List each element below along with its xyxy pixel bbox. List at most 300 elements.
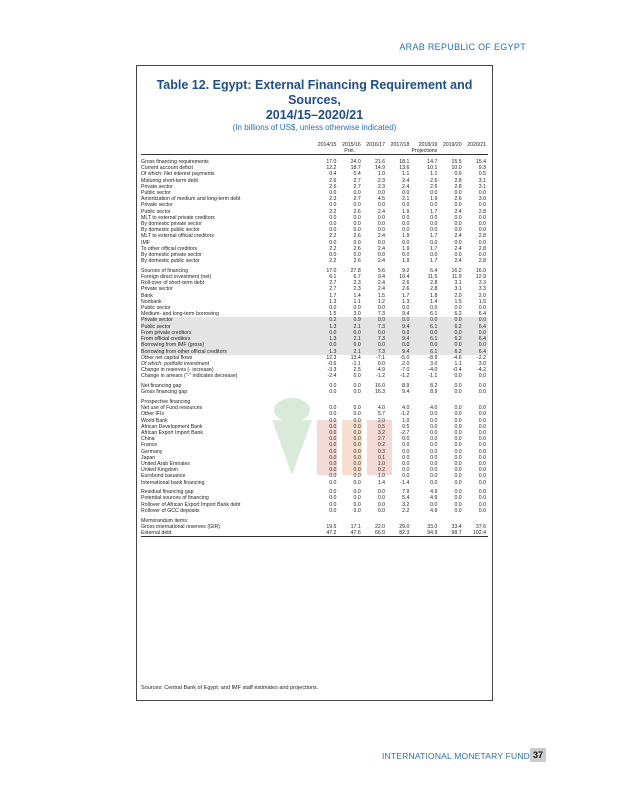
table-cell: 27.8 bbox=[350, 267, 361, 274]
table-cell: 2.4 bbox=[402, 177, 410, 184]
table-cell: 0.0 bbox=[454, 507, 462, 514]
table-cell: 1.9 bbox=[402, 245, 410, 252]
table-cell: 2.6 bbox=[454, 196, 462, 203]
table-cell: 5.7 bbox=[377, 411, 386, 418]
table-cell: 0.2 bbox=[377, 442, 386, 449]
table-cell: 2.6 bbox=[353, 208, 361, 215]
table-cell: 0.0 bbox=[329, 479, 337, 486]
table-cell: 0.0 bbox=[353, 429, 361, 436]
table-cell: 10.1 bbox=[427, 165, 438, 172]
table-cell: 0.0 bbox=[454, 495, 462, 502]
table-cell: 0.0 bbox=[454, 214, 462, 221]
table-cell: 5.6 bbox=[377, 267, 386, 274]
table-cell: 0.9 bbox=[353, 317, 361, 324]
table-cell: 47.6 bbox=[338, 530, 362, 537]
table-cell: 0.0 bbox=[329, 417, 337, 424]
table-cell: 0.0 bbox=[430, 227, 438, 234]
table-cell: 0.0 bbox=[329, 383, 337, 390]
table-cell: 0.0 bbox=[478, 405, 486, 412]
table-cell: -5.0 bbox=[400, 354, 410, 361]
table-cell: 6.1 bbox=[430, 323, 438, 330]
table-cell: 9.3 bbox=[478, 165, 486, 172]
table-cell: 18.7 bbox=[350, 165, 361, 172]
table-cell: 0.0 bbox=[454, 454, 462, 461]
table-cell: 8.2 bbox=[430, 383, 438, 390]
table-cell: 12.2 bbox=[326, 165, 337, 172]
table-cell: 0.0 bbox=[329, 473, 337, 480]
table-cell: -1.1 bbox=[351, 360, 361, 367]
table-cell: 2.1 bbox=[353, 348, 361, 355]
table-cell: 0.0 bbox=[454, 317, 462, 324]
table-cell: 0.0 bbox=[377, 239, 386, 246]
table-cell: 1.9 bbox=[402, 208, 410, 215]
table-cell: 0.0 bbox=[402, 454, 410, 461]
table-cell: 0.0 bbox=[377, 202, 386, 209]
table-cell: 0.0 bbox=[377, 342, 386, 349]
table-cell: 0.0 bbox=[478, 501, 486, 508]
table-cell: 2.7 bbox=[329, 286, 337, 293]
table-cell: 1.5 bbox=[454, 298, 462, 305]
table-cell: 4.9 bbox=[430, 489, 438, 496]
table-cell: 4.9 bbox=[430, 495, 438, 502]
table-cell: 7.3 bbox=[377, 336, 386, 343]
table-cell: 98.7 bbox=[439, 530, 463, 537]
table-cell: 0.0 bbox=[430, 467, 438, 474]
row-label: Rollover of African Export Import Bank debt bbox=[141, 501, 241, 508]
row-label: Private sector bbox=[141, 317, 173, 324]
table-cell: 16.0 bbox=[475, 267, 486, 274]
table-cell: 8.9 bbox=[430, 389, 438, 396]
row-label: By domestic public sector bbox=[141, 227, 200, 234]
table-cell: 0.4 bbox=[353, 171, 361, 178]
table-cell: 3.1 bbox=[478, 183, 486, 190]
table-cell: -2.2 bbox=[477, 354, 486, 361]
table-cell: 0.0 bbox=[478, 479, 486, 486]
row-label: Prospective financing bbox=[141, 398, 191, 405]
table-cell: 0.0 bbox=[478, 495, 486, 502]
table-cell: 0.0 bbox=[353, 479, 361, 486]
row-label: World Bank bbox=[141, 417, 168, 424]
table-cell: 0.0 bbox=[478, 389, 486, 396]
table-cell: 0.6 bbox=[454, 171, 462, 178]
table-cell: 2.2 bbox=[329, 245, 337, 252]
table-cell: 1.7 bbox=[402, 292, 410, 299]
table-cell: 3.0 bbox=[353, 311, 361, 318]
table-cell: -0.4 bbox=[452, 367, 462, 374]
table-cell: 0.0 bbox=[478, 442, 486, 449]
row-label: Eurobond issuance bbox=[141, 473, 186, 480]
table-cell: 2.3 bbox=[353, 280, 361, 287]
table-cell: 0.0 bbox=[430, 454, 438, 461]
row-label: MLT to external private creditors bbox=[141, 214, 215, 221]
table-cell: 6.7 bbox=[353, 274, 361, 281]
row-label: From official creditors bbox=[141, 336, 191, 343]
row-label: Public sector bbox=[141, 305, 171, 312]
table-cell: 0.0 bbox=[329, 507, 337, 514]
column-header: 2020/21 bbox=[467, 142, 486, 148]
table-cell: 0.0 bbox=[353, 383, 361, 390]
table-cell: 0.0 bbox=[454, 467, 462, 474]
prel-label: Prel. bbox=[338, 148, 362, 155]
table-cell: 0.0 bbox=[478, 423, 486, 430]
footer-org: INTERNATIONAL MONETARY FUND bbox=[382, 751, 531, 761]
table-cell: 0.0 bbox=[430, 460, 438, 467]
table-cell: 1.7 bbox=[430, 245, 438, 252]
table-cell: 0.0 bbox=[329, 214, 337, 221]
table-cell: 10.4 bbox=[399, 274, 410, 281]
table-cell: 2.4 bbox=[402, 183, 410, 190]
row-label: To other official creditors bbox=[141, 245, 198, 252]
table-cell: 0.0 bbox=[329, 460, 337, 467]
table-cell: 6.1 bbox=[329, 274, 337, 281]
table-cell: -1.1 bbox=[428, 373, 438, 380]
table-cell: 0.0 bbox=[329, 405, 337, 412]
table-cell: 0.0 bbox=[353, 473, 361, 480]
table-cell: 0.0 bbox=[478, 329, 486, 336]
table-cell: 2.1 bbox=[353, 323, 361, 330]
table-cell: 0.0 bbox=[478, 507, 486, 514]
table-cell: 1.3 bbox=[329, 323, 337, 330]
row-label: France bbox=[141, 442, 158, 449]
table-cell: 0.0 bbox=[454, 479, 462, 486]
table-cell: 0.0 bbox=[377, 317, 386, 324]
table-cell: 6.2 bbox=[454, 336, 462, 343]
row-label: Net financing gap bbox=[141, 383, 182, 390]
table-cell: -4.2 bbox=[477, 367, 486, 374]
row-label: International bank financing bbox=[141, 479, 205, 486]
table-cell: 0.0 bbox=[430, 473, 438, 480]
table-cell: 1.0 bbox=[377, 473, 386, 480]
table-cell: 0.0 bbox=[353, 373, 361, 380]
table-cell: 0.0 bbox=[329, 454, 337, 461]
table-cell: -1.2 bbox=[376, 373, 386, 380]
row-label: Other net capital flows bbox=[141, 354, 193, 361]
table-cell: 4.0 bbox=[402, 405, 410, 412]
table-cell: 0.0 bbox=[402, 442, 410, 449]
table-cell: 0.0 bbox=[402, 189, 410, 196]
row-label: Public sector bbox=[141, 189, 171, 196]
row-label: By domestic private sector bbox=[141, 220, 202, 227]
page-number: 37 bbox=[530, 748, 546, 762]
table-cell: 2.7 bbox=[353, 177, 361, 184]
table-cell: 0.0 bbox=[377, 489, 386, 496]
table-row bbox=[141, 530, 488, 537]
table-cell: 3.2 bbox=[402, 501, 410, 508]
table-cell: 3.1 bbox=[454, 286, 462, 293]
table-cell: 0.0 bbox=[329, 495, 337, 502]
table-cell: 1.9 bbox=[402, 258, 410, 265]
source-note: Sources: Central Bank of Egypt; and IMF staff estimates and projections. bbox=[141, 685, 319, 691]
table-cell: 0.0 bbox=[454, 448, 462, 455]
table-cell: 6.2 bbox=[454, 323, 462, 330]
row-label: Residual financing gap bbox=[141, 489, 194, 496]
table-cell: 0.0 bbox=[402, 305, 410, 312]
table-cell: 2.1 bbox=[353, 336, 361, 343]
table-cell: 37.6 bbox=[475, 523, 486, 530]
table-cell: 0.0 bbox=[478, 436, 486, 443]
table-cell: 0.0 bbox=[430, 479, 438, 486]
table-cell: 0.0 bbox=[454, 501, 462, 508]
table-cell: 0.0 bbox=[478, 448, 486, 455]
table-cell: -4.9 bbox=[376, 367, 386, 374]
table-cell: 0.0 bbox=[377, 227, 386, 234]
table-subtitle: (In billions of US$, unless otherwise indicated) bbox=[232, 123, 397, 132]
row-label: Memorandum items: bbox=[141, 517, 189, 524]
table-cell: 1.3 bbox=[329, 298, 337, 305]
row-label: MLT to external official creditors bbox=[141, 233, 214, 240]
table-cell: 0.0 bbox=[478, 251, 486, 258]
table-cell: 7.3 bbox=[377, 323, 386, 330]
table-cell: 0.0 bbox=[478, 429, 486, 436]
row-label: Private sector bbox=[141, 286, 173, 293]
table-cell: 0.0 bbox=[478, 411, 486, 418]
table-cell: 47.2 bbox=[314, 530, 338, 537]
table-cell: 0.0 bbox=[329, 436, 337, 443]
table-cell: 2.6 bbox=[402, 280, 410, 287]
table-cell: 0.0 bbox=[478, 189, 486, 196]
table-cell: 0.0 bbox=[402, 202, 410, 209]
row-label: United Arab Emirates bbox=[141, 460, 191, 467]
table-cell: 0.0 bbox=[478, 305, 486, 312]
table-cell: 0.0 bbox=[454, 442, 462, 449]
table-cell: 0.0 bbox=[430, 411, 438, 418]
row-label: Nonbank bbox=[141, 298, 162, 305]
table-cell: 9.4 bbox=[377, 274, 386, 281]
row-label: Maturing short-term debt bbox=[141, 177, 198, 184]
table-cell: 9.4 bbox=[402, 348, 410, 355]
table-cell: 3.2 bbox=[377, 429, 386, 436]
row-label: Roll-over of short-term debt bbox=[141, 280, 205, 287]
row-label: Change in reserves (- increase) bbox=[141, 367, 214, 374]
table-cell: 0.0 bbox=[478, 473, 486, 480]
table-cell: 1.1 bbox=[430, 171, 438, 178]
table-cell: 0.0 bbox=[402, 473, 410, 480]
table-cell: 82.3 bbox=[387, 530, 411, 537]
row-label: Current account deficit bbox=[141, 165, 193, 172]
table-cell: 0.0 bbox=[353, 389, 361, 396]
table-cell: 0.5 bbox=[377, 423, 386, 430]
table-cell: 0.0 bbox=[430, 189, 438, 196]
table-cell: 16.0 bbox=[374, 383, 386, 390]
table-cell: 0.0 bbox=[353, 489, 361, 496]
table-cell: 2.4 bbox=[377, 233, 386, 240]
table-cell: 9.2 bbox=[402, 267, 410, 274]
table-cell: 2.5 bbox=[353, 367, 361, 374]
row-label: Potential sources of financing bbox=[141, 495, 209, 502]
table-cell: 6.1 bbox=[430, 348, 438, 355]
table-cell: 2.1 bbox=[402, 196, 410, 203]
table-cell: 8.9 bbox=[402, 383, 410, 390]
table-cell: 0.0 bbox=[454, 189, 462, 196]
table-cell: 2.8 bbox=[478, 208, 486, 215]
table-cell: 0.0 bbox=[454, 489, 462, 496]
table-cell: 6.4 bbox=[430, 267, 438, 274]
table-cell: 0.0 bbox=[377, 501, 386, 508]
table-cell: 3.0 bbox=[430, 360, 438, 367]
table-cell: 2.8 bbox=[478, 245, 486, 252]
table-cell: 12.3 bbox=[326, 354, 337, 361]
table-cell: 0.0 bbox=[353, 417, 361, 424]
row-label: By domestic public sector bbox=[141, 258, 200, 265]
table-cell: 0.0 bbox=[454, 305, 462, 312]
table-cell: 2.8 bbox=[454, 177, 462, 184]
table-cell: 1.4 bbox=[430, 298, 438, 305]
table-cell: 0.0 bbox=[478, 467, 486, 474]
table-title bbox=[136, 78, 493, 123]
table-cell: -7.1 bbox=[376, 354, 386, 361]
table-cell: 0.0 bbox=[430, 305, 438, 312]
table-cell: 17.0 bbox=[326, 158, 337, 165]
table-cell: 0.0 bbox=[329, 189, 337, 196]
table-cell: -0.6 bbox=[327, 360, 337, 367]
table-cell: 0.0 bbox=[329, 442, 337, 449]
column-header: 2018/19 bbox=[418, 142, 438, 148]
table-cell: 29.0 bbox=[399, 523, 410, 530]
table-cell: 12.9 bbox=[475, 274, 486, 281]
table-cell: 16.3 bbox=[374, 389, 386, 396]
table-cell: 0.0 bbox=[329, 329, 337, 336]
table-cell: 2.6 bbox=[430, 177, 438, 184]
table-cell: 16.2 bbox=[451, 267, 462, 274]
table-cell: 0.0 bbox=[353, 442, 361, 449]
table-cell: 13.4 bbox=[350, 354, 361, 361]
table-cell: 0.0 bbox=[478, 317, 486, 324]
table-cell: 0.0 bbox=[353, 454, 361, 461]
table-cell: 0.0 bbox=[430, 423, 438, 430]
row-label: Germany bbox=[141, 448, 163, 455]
column-header: 2019/20 bbox=[442, 142, 462, 148]
table-cell: -7.0 bbox=[400, 367, 410, 374]
row-label: Gross international reserves (GIR) bbox=[141, 523, 220, 530]
table-cell: 2.0 bbox=[478, 292, 486, 299]
table-cell: 0.0 bbox=[478, 489, 486, 496]
table-cell: 22.0 bbox=[374, 523, 386, 530]
table-cell: 0.0 bbox=[377, 251, 386, 258]
table-cell: 0.0 bbox=[478, 214, 486, 221]
table-cell: 1.7 bbox=[329, 292, 337, 299]
table-cell: 0.0 bbox=[329, 239, 337, 246]
table-cell: 0.0 bbox=[454, 423, 462, 430]
table-cell: 0.0 bbox=[353, 495, 361, 502]
table-cell: 0.0 bbox=[329, 467, 337, 474]
table-cell: 0.0 bbox=[377, 189, 386, 196]
table-cell: 33.0 bbox=[427, 523, 438, 530]
table-cell: 0.0 bbox=[430, 202, 438, 209]
row-label: Of which: Net interest payments bbox=[141, 171, 215, 178]
table-cell: 3.1 bbox=[454, 280, 462, 287]
table-cell: 0.0 bbox=[329, 501, 337, 508]
table-cell: 0.2 bbox=[329, 317, 337, 324]
table-cell: 2.8 bbox=[430, 280, 438, 287]
table-cell: 0.0 bbox=[430, 214, 438, 221]
row-label: Japan bbox=[141, 454, 156, 461]
table-cell: 0.0 bbox=[454, 389, 462, 396]
table-cell: 2.6 bbox=[430, 183, 438, 190]
table-cell: 0.0 bbox=[377, 220, 386, 227]
table-cell: 0.0 bbox=[430, 501, 438, 508]
table-cell: 0.0 bbox=[353, 227, 361, 234]
row-label: China bbox=[141, 436, 155, 443]
table-cell: 0.0 bbox=[454, 405, 462, 412]
table-cell: 1.5 bbox=[478, 298, 486, 305]
table-cell: 0.0 bbox=[353, 239, 361, 246]
table-cell: 3.1 bbox=[478, 177, 486, 184]
table-cell: 9.4 bbox=[402, 389, 410, 396]
table-cell: 0.0 bbox=[430, 239, 438, 246]
row-label: From private creditors bbox=[141, 329, 192, 336]
table-cell: 33.4 bbox=[451, 523, 462, 530]
table-cell: 2.4 bbox=[377, 286, 386, 293]
table-cell: 1.4 bbox=[377, 479, 386, 486]
table-cell: 0.1 bbox=[377, 454, 386, 461]
table-cell: 6.1 bbox=[430, 336, 438, 343]
table-cell: 1.0 bbox=[402, 417, 410, 424]
table-cell: 0.0 bbox=[377, 305, 386, 312]
table-cell: 0.0 bbox=[402, 227, 410, 234]
table-cell: 0.0 bbox=[402, 342, 410, 349]
table-cell: 0.0 bbox=[329, 429, 337, 436]
running-header: ARAB REPUBLIC OF EGYPT bbox=[399, 42, 526, 52]
table-cell: 2.8 bbox=[430, 286, 438, 293]
table-cell: 0.0 bbox=[430, 442, 438, 449]
table-cell: 7.9 bbox=[402, 489, 410, 496]
table-cell: 19.5 bbox=[326, 523, 337, 530]
table-cell: 6.4 bbox=[478, 323, 486, 330]
table-cell: 2.0 bbox=[377, 417, 386, 424]
table-cell: 2.7 bbox=[353, 183, 361, 190]
table-cell: 2.6 bbox=[329, 183, 337, 190]
table-cell: 0.0 bbox=[430, 429, 438, 436]
table-cell: 2.0 bbox=[402, 360, 410, 367]
financing-table bbox=[141, 142, 488, 537]
title-line-1: Table 12. Egypt: External Financing Requirement and Sources, bbox=[156, 78, 473, 107]
row-label: Private sector bbox=[141, 202, 173, 209]
table-cell: 0.0 bbox=[377, 507, 386, 514]
row-label: IMF bbox=[141, 239, 150, 246]
table-cell: 0.0 bbox=[377, 360, 386, 367]
table-cell: -1.4 bbox=[400, 479, 410, 486]
table-cell: 0.0 bbox=[353, 448, 361, 455]
table-cell: 2.2 bbox=[329, 233, 337, 240]
table-cell: 6.4 bbox=[478, 348, 486, 355]
table-cell: 0.0 bbox=[353, 220, 361, 227]
table-cell: 13.6 bbox=[399, 165, 410, 172]
table-cell: 3.0 bbox=[478, 360, 486, 367]
table-cell: 2.6 bbox=[353, 258, 361, 265]
table-cell: 0.0 bbox=[454, 417, 462, 424]
table-cell: 1.5 bbox=[377, 292, 386, 299]
table-cell: 2.8 bbox=[478, 258, 486, 265]
table-cell: 2.4 bbox=[377, 208, 386, 215]
table-cell: 1.4 bbox=[353, 292, 361, 299]
table-cell: 0.0 bbox=[353, 467, 361, 474]
table-cell: 11.5 bbox=[427, 274, 438, 281]
table-cell: 0.0 bbox=[402, 436, 410, 443]
table-cell: 0.0 bbox=[430, 436, 438, 443]
table-cell: 1.3 bbox=[329, 348, 337, 355]
row-label: Rollover of GCC deposits bbox=[141, 507, 200, 514]
table-cell: 0.0 bbox=[402, 467, 410, 474]
table-cell: 2.3 bbox=[377, 177, 386, 184]
table-cell: 0.0 bbox=[353, 436, 361, 443]
table-cell: 0.0 bbox=[478, 342, 486, 349]
table-cell: -4.0 bbox=[428, 367, 438, 374]
table-cell: 0.0 bbox=[430, 317, 438, 324]
table-cell: 0.4 bbox=[329, 171, 337, 178]
table-cell: 0.3 bbox=[377, 448, 386, 455]
table-cell: 3.3 bbox=[478, 280, 486, 287]
table-cell: 11.9 bbox=[451, 274, 462, 281]
